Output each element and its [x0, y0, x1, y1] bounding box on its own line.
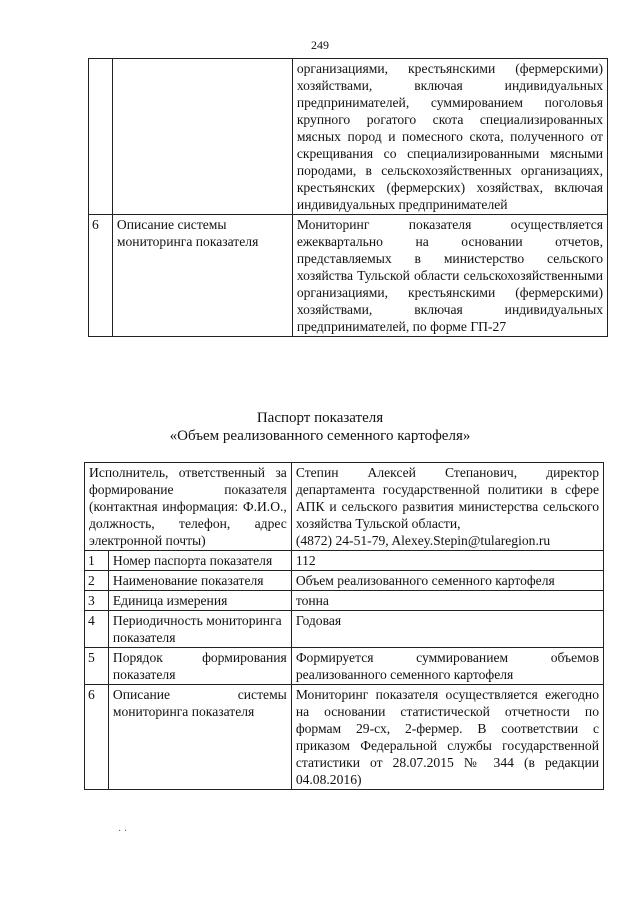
responsible-value-cell	[291, 463, 603, 551]
responsible-value: Степин Алексей Степанович, директор департамента государственной политики в сфере АПК и сельского развития министерства сельского хозяйства Тульской области,	[295, 465, 599, 531]
row-value: 112	[291, 551, 603, 571]
table-row-monitoring	[89, 215, 608, 337]
continuation-text: организациями, крестьянскими (фермерскими) хозяйствами, включая индивидуальных предпринимателей, суммированием поголовья крупного рогатого скота специализированных мясных пород и помесного скота, полученного от скрещивания со специализированными мясными породами, в сельскохозяйственных организациях, крестьянских (фермерских) хозяйствах, включая индивидуальных предпринимателей	[292, 59, 607, 215]
row-label: Наименование показателя	[108, 571, 291, 591]
row-number-cell	[89, 59, 113, 215]
row-label: Описание системы мониторинга показателя	[112, 215, 292, 337]
row-value: Формируется суммированием объемов реализованного семенного картофеля	[291, 648, 603, 685]
row-number: 2	[85, 571, 109, 591]
row-number: 6	[89, 215, 113, 337]
row-number: 4	[85, 611, 109, 648]
table-row	[85, 648, 604, 685]
passport-table	[84, 462, 604, 790]
table-row	[85, 611, 604, 648]
row-value: тонна	[291, 591, 603, 611]
table-row-continuation	[89, 59, 608, 215]
row-label: Номер паспорта показателя	[108, 551, 291, 571]
row-value: Объем реализованного семенного картофеля	[291, 571, 603, 591]
row-number: 5	[85, 648, 109, 685]
passport-title	[0, 409, 640, 445]
row-label: Описание системы мониторинга показателя	[108, 685, 291, 790]
row-number: 3	[85, 591, 109, 611]
row-label: Периодичность мониторинга показателя	[108, 611, 291, 648]
table-row	[85, 591, 604, 611]
footer-marks: · ·	[118, 826, 128, 837]
row-label: Порядок формирования показателя	[108, 648, 291, 685]
page-number: 249	[311, 38, 329, 52]
row-value: Мониторинг показателя осуществляется ежегодно на основании статистической отчетности по формам 29-сх, 2-фермер. В соответствии с приказом Федеральной службы государственной статистики от 28.07.2015 № 344 (в редакции 04.08.2016)	[291, 685, 603, 790]
row-label-cell	[112, 59, 292, 215]
responsible-label: Исполнитель, ответственный за формирование показателя (контактная информация: Ф.И.О., должность, телефон, адрес электронной почты)	[85, 463, 292, 551]
table-row	[85, 685, 604, 790]
table-row	[85, 551, 604, 571]
row-value: Годовая	[291, 611, 603, 648]
indicator-table-continued	[88, 58, 608, 337]
row-value: Мониторинг показателя осуществляется ежеквартально на основании отчетов, представляемых в министерство сельского хозяйства Тульской области сельскохозяйственными организациями, крестьянскими (фермерскими) хозяйствами, включая индивидуальных предпринимателей, по форме ГП-27	[292, 215, 607, 337]
table-row	[85, 571, 604, 591]
row-number: 6	[85, 685, 109, 790]
table-row-responsible	[85, 463, 604, 551]
responsible-contact: (4872) 24-51-79, Alexey.Stepin@tularegion.ru	[295, 533, 551, 548]
row-label: Единица измерения	[108, 591, 291, 611]
row-number: 1	[85, 551, 109, 571]
passport-title-line1: Паспорт показателя	[256, 410, 384, 426]
passport-title-line2: «Объем реализованного семенного картофеля»	[169, 428, 471, 444]
